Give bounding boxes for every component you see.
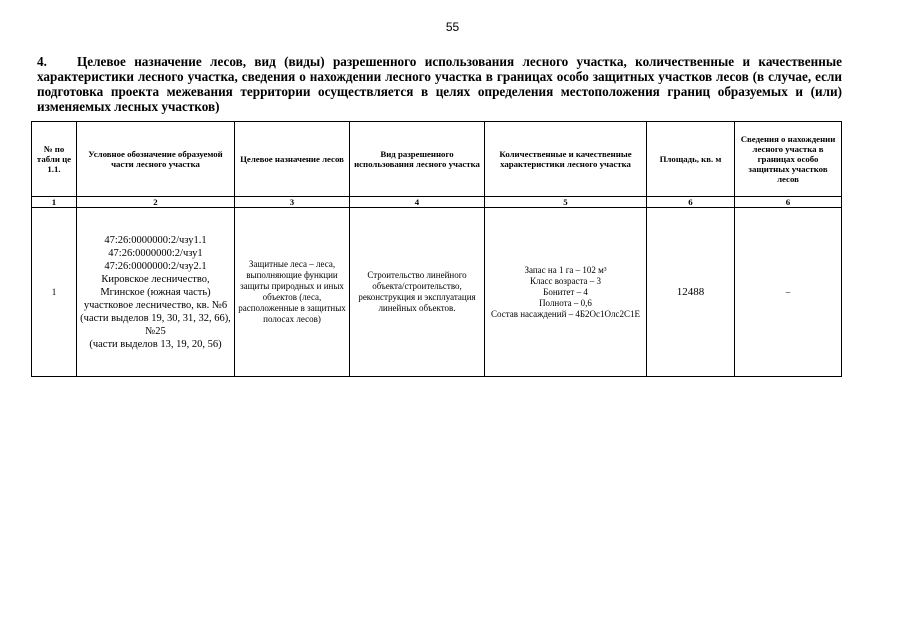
- designation-line: 47:26:0000000:2/чзу1: [108, 247, 203, 259]
- column-number: 5: [485, 197, 647, 208]
- section-number: 4.: [37, 54, 47, 69]
- plot-characteristics: [485, 208, 647, 377]
- characteristic-line: Бонитет – 4: [543, 286, 588, 297]
- header-cell: Условное обозначение образуемой части лесного участка: [77, 122, 235, 197]
- forest-plot-table: [31, 121, 842, 377]
- characteristic-line: Класс возраста – 3: [530, 275, 601, 286]
- section-heading: [37, 54, 842, 114]
- column-number: 4: [350, 197, 485, 208]
- permitted-use: Строительство линейного объекта/строительство, реконструкция и эксплуатация линейных объектов.: [350, 208, 485, 377]
- designation-line: 47:26:0000000:2/чзу1.1: [104, 234, 207, 246]
- designation-line: (части выделов 13, 19, 20, 56): [89, 338, 222, 350]
- header-cell: Количественные и качественные характеристики лесного участка: [485, 122, 647, 197]
- column-number: 3: [235, 197, 350, 208]
- column-number-row: [32, 197, 842, 208]
- forest-purpose: Защитные леса – леса, выполняющие функции защиты природных и иных объектов (леса, расположенные в защитных полосах лесов): [235, 208, 350, 377]
- header-cell: Вид разрешенного использования лесного участка: [350, 122, 485, 197]
- designation-line: 47:26:0000000:2/чзу2.1: [104, 260, 207, 272]
- header-cell: Целевое назначение лесов: [235, 122, 350, 197]
- column-number: 6: [647, 197, 735, 208]
- plot-designations: [77, 208, 235, 377]
- characteristic-line: Запас на 1 га – 102 м³: [524, 264, 607, 275]
- header-cell: № по табли це 1.1.: [32, 122, 77, 197]
- header-cell: Сведения о нахождении лесного участка в границах особо защитных участков лесов: [735, 122, 842, 197]
- plot-area: 12488: [647, 208, 735, 377]
- header-row: [32, 122, 842, 197]
- row-number: 1: [32, 208, 77, 377]
- section-title: Целевое назначение лесов, вид (виды) разрешенного использования лесного участка, количественные и качественные характеристики лесного участка, сведения о нахождении лесного участка в границах особо защитных участков лесов (в случае, если подготовка проекта межевания территории осуществляется в целях определения местоположения границ образуемых и (или) изменяемых лесных участков): [37, 54, 842, 114]
- characteristic-line: Полнота – 0,6: [539, 297, 592, 308]
- column-number: 6: [735, 197, 842, 208]
- header-cell: Площадь, кв. м: [647, 122, 735, 197]
- designation-line: Кировское лесничество, Мгинское (южная часть) участковое лесничество, кв. №6: [83, 273, 228, 311]
- table-row: [32, 208, 842, 377]
- page-number: 55: [445, 20, 460, 34]
- column-number: 1: [32, 197, 77, 208]
- designation-line: (части выделов 19, 30, 31, 32, 66), №25: [80, 312, 231, 337]
- column-number: 2: [77, 197, 235, 208]
- characteristic-line: Состав насаждений – 4Б2Ос1Олс2С1Е: [490, 308, 641, 319]
- protected-area-info: –: [735, 208, 842, 377]
